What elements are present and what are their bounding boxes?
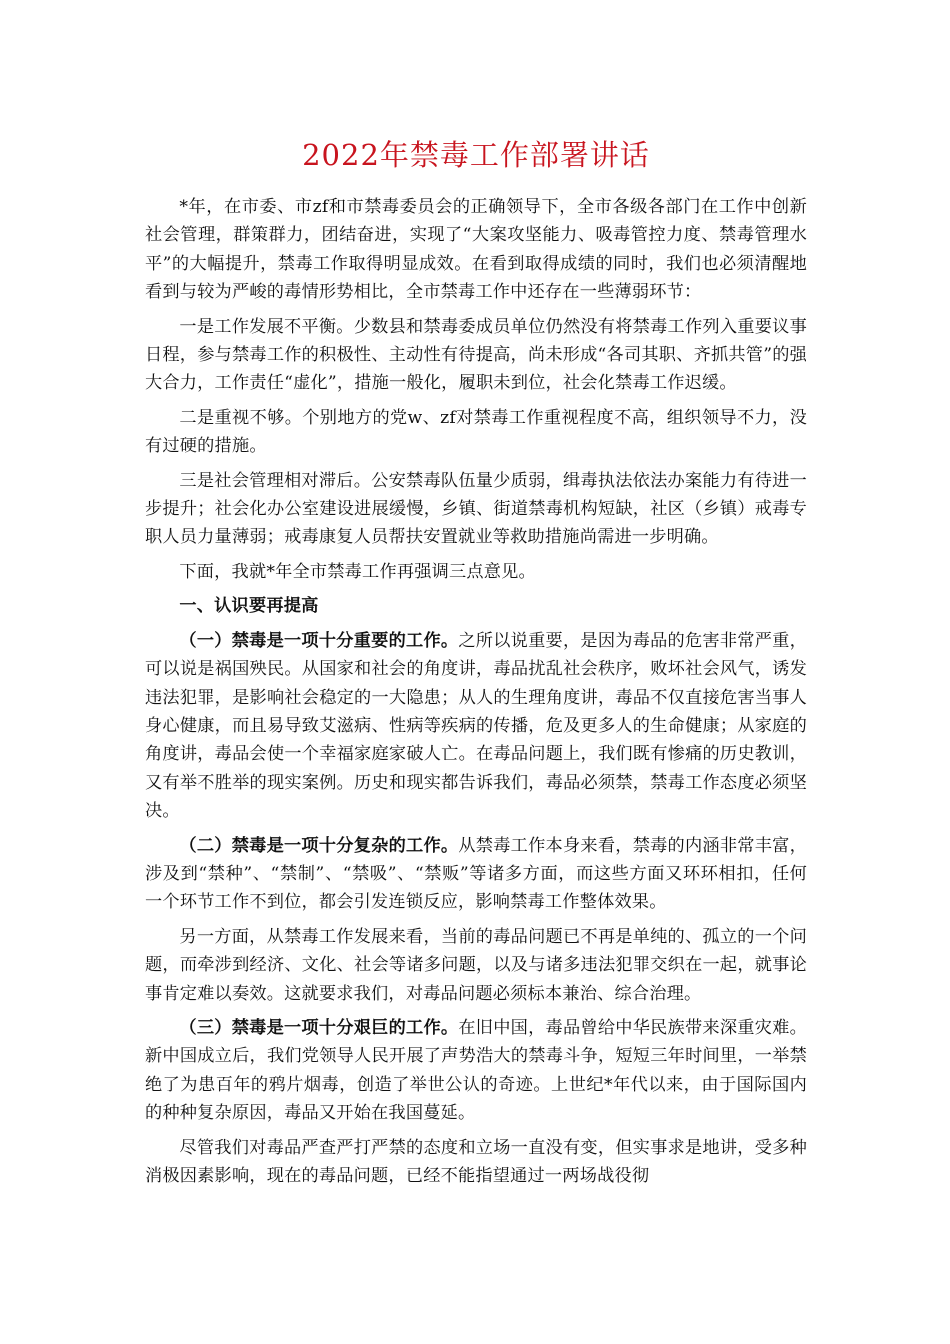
weakness-three-paragraph: 三是社会管理相对滞后。公安禁毒队伍量少质弱，缉毒执法依法办案能力有待进一步提升；社会化办公室建设进展缓慢，乡镇、街道禁毒机构短缺，社区（乡镇）戒毒专职人员力量薄弱；戒毒康复人员帮扶安置就业等救助措施尚需进一步明确。	[145, 470, 807, 548]
document-page	[145, 135, 807, 1190]
subsection-3-paragraph	[145, 1014, 807, 1128]
other-aspect-paragraph: 另一方面，从禁毒工作发展来看，当前的毒品问题已不再是单纯的、孤立的一个问题，而牵涉到经济、文化、社会等诸多问题，以及与诸多违法犯罪交织在一起，就事论事肯定难以奏效。这就要求我们，对毒品问题必须标本兼治、综合治理。	[145, 926, 807, 1004]
document-title: 2022年禁毒工作部署讲话	[302, 138, 650, 172]
intro-paragraph: *年，在市委、市zf和市禁毒委员会的正确领导下，全市各级各部门在工作中创新社会管理，群策群力，团结奋进，实现了“大案攻坚能力、吸毒管控力度、禁毒管理水平”的大幅提升，禁毒工作取得明显成效。在看到取得成绩的同时，我们也必须清醒地看到与较为严峻的毒情形势相比，全市禁毒工作中还存在一些薄弱环节：	[145, 197, 807, 303]
subsection-1-lead: （一）禁毒是一项十分重要的工作。	[179, 630, 459, 651]
transition-paragraph: 下面，我就*年全市禁毒工作再强调三点意见。	[179, 561, 536, 582]
subsection-3-text: 在旧中国，毒品曾给中华民族带来深重灾难。新中国成立后，我们党领导人民开展了声势浩大的禁毒斗争，短短三年时间里，一举禁绝了为患百年的鸦片烟毒，创造了举世公认的奇迹。上世纪*年代以来，由于国际国内的种种复杂原因，毒品又开始在我国蔓延。	[145, 1017, 807, 1124]
closing-paragraph: 尽管我们对毒品严查严打严禁的态度和立场一直没有变，但实事求是地讲，受多种消极因素影响，现在的毒品问题，已经不能指望通过一两场战役彻	[145, 1137, 807, 1186]
subsection-1-paragraph	[145, 627, 807, 826]
weakness-one-paragraph: 一是工作发展不平衡。少数县和禁毒委成员单位仍然没有将禁毒工作列入重要议事日程，参与禁毒工作的积极性、主动性有待提高，尚未形成“各司其职、齐抓共管”的强大合力，工作责任“虚化”，措施一般化，履职未到位，社会化禁毒工作迟缓。	[145, 316, 807, 394]
subsection-3-lead: （三）禁毒是一项十分艰巨的工作。	[179, 1017, 459, 1038]
subsection-2-paragraph	[145, 832, 807, 917]
subsection-1-text: 之所以说重要，是因为毒品的危害非常严重，可以说是祸国殃民。从国家和社会的角度讲，毒品扰乱社会秩序，败坏社会风气，诱发违法犯罪，是影响社会稳定的一大隐患；从人的生理角度讲，毒品不仅直接危害当事人身心健康，而且易导致艾滋病、性病等疾病的传播，危及更多人的生命健康；从家庭的角度讲，毒品会使一个幸福家庭家破人亡。在毒品问题上，我们既有惨痛的历史教训，又有举不胜举的现实案例。历史和现实都告诉我们，毒品必须禁，禁毒工作态度必须坚决。	[145, 630, 807, 822]
subsection-2-lead: （二）禁毒是一项十分复杂的工作。	[179, 835, 459, 856]
weakness-two-paragraph: 二是重视不够。个别地方的党w、zf对禁毒工作重视程度不高，组织领导不力，没有过硬的措施。	[145, 407, 807, 457]
section-heading-1: 一、认识要再提高	[179, 596, 319, 617]
subsection-2-text: 从禁毒工作本身来看，禁毒的内涵非常丰富，涉及到“禁种”、“禁制”、“禁吸”、“禁贩”等诸多方面，而这些方面又环环相扣，任何一个环节工作不到位，都会引发连锁反应，影响禁毒工作整体效果。	[145, 835, 807, 913]
